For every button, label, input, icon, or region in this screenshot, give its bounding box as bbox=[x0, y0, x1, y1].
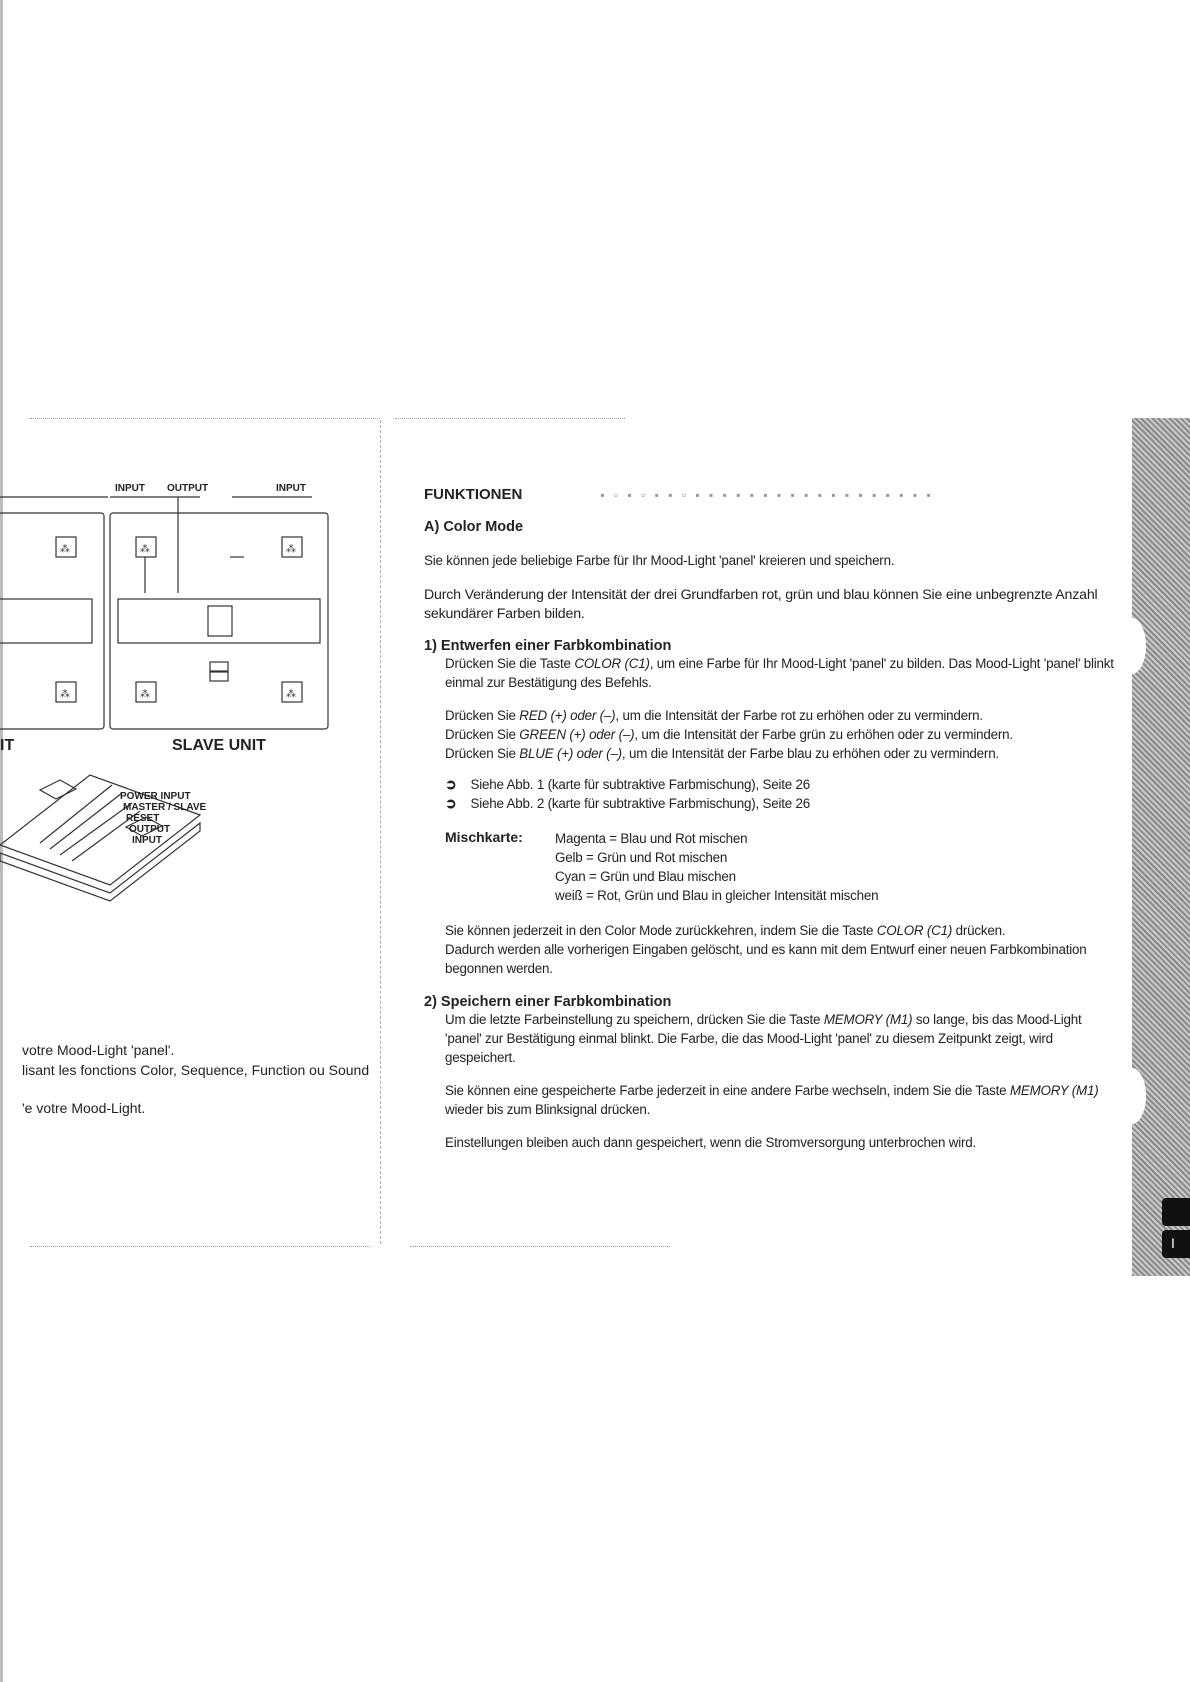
return-b: drücken. bbox=[952, 923, 1006, 938]
fragment-1: votre Mood-Light 'panel'. bbox=[22, 1042, 175, 1058]
svg-text:⁂: ⁂ bbox=[140, 544, 150, 555]
arrow-right-icon: ➲ bbox=[445, 795, 457, 811]
key-red: RED (+) oder (–) bbox=[519, 708, 616, 723]
input-label-right: INPUT bbox=[276, 483, 306, 494]
step1-title: 1) Entwerfen einer Farbkombination bbox=[424, 638, 672, 654]
connector-reset: RESET bbox=[126, 813, 160, 824]
mix-white: weiß = Rot, Grün und Blau in gleicher Intensität mischen bbox=[555, 888, 879, 903]
green-a: Drücken Sie bbox=[445, 727, 520, 742]
tab-marker-label bbox=[1162, 1230, 1190, 1258]
connector-power-input: POWER INPUT bbox=[120, 791, 191, 802]
bottom-rule-left bbox=[30, 1246, 370, 1247]
tab-notch bbox=[1118, 618, 1146, 674]
mix-yellow: Gelb = Grün und Rot mischen bbox=[555, 850, 728, 865]
bottom-rule-right bbox=[410, 1246, 670, 1247]
side-tab bbox=[1132, 418, 1190, 1276]
connector-master-slave: MASTER / SLAVE bbox=[123, 802, 207, 813]
return-line-2: Dadurch werden alle vorherigen Eingaben gelöscht, und es kann mit dem Entwurf einer neuen Farbkombination begonnen werden. bbox=[445, 942, 1087, 976]
key-color-c1-return: COLOR (C1) bbox=[876, 923, 953, 938]
key-green: GREEN (+) oder (–) bbox=[519, 727, 635, 742]
step2-paragraph-2 bbox=[445, 1081, 1114, 1119]
red-line bbox=[445, 706, 1114, 725]
svg-text:⁂: ⁂ bbox=[60, 544, 70, 555]
blue-line bbox=[445, 744, 1114, 763]
output-label: OUTPUT bbox=[167, 483, 209, 494]
step2-paragraph-3: Einstellungen bleiben auch dann gespeichert, wenn die Stromversorgung unterbrochen wird. bbox=[445, 1135, 977, 1150]
reference-1 bbox=[445, 775, 1114, 794]
key-color-c1: COLOR (C1) bbox=[574, 656, 650, 671]
key-blue: BLUE (+) oder (–) bbox=[519, 746, 622, 761]
step2-title: 2) Speichern einer Farbkombination bbox=[424, 994, 672, 1010]
reference-2 bbox=[445, 794, 1114, 813]
panel-drawing bbox=[0, 475, 380, 915]
step2-p2-a: Sie können eine gespeicherte Farbe jederzeit in eine andere Farbe wechseln, indem Sie die Taste bbox=[445, 1083, 1010, 1098]
step1-p1-a: Drücken Sie die Taste bbox=[445, 656, 575, 671]
green-line bbox=[445, 725, 1114, 744]
step1-p1-b: , um eine Farbe für Ihr Mood-Light 'panel' zu bilden. Das Mood-Light 'panel' blinkt einmal zur Bestätigung des Befehls. bbox=[445, 656, 1114, 690]
section-title: FUNKTIONEN bbox=[424, 486, 523, 503]
step2-p1-a: Um die letzte Farbeinstellung zu speichern, drücken Sie die Taste bbox=[445, 1012, 824, 1027]
center-fold bbox=[380, 420, 381, 1244]
step1-paragraph bbox=[445, 654, 1114, 692]
tab-marker bbox=[1162, 1198, 1190, 1226]
return-line bbox=[445, 921, 1114, 940]
unit-diagram bbox=[0, 475, 380, 915]
step2-p1-b: so lange, bis das Mood-Light 'panel' zur Bestätigung einmal blinkt. Die Farbe, die das Mood-Light 'panel' zu diesem Zeitpunkt zeigt, wird gespeichert. bbox=[445, 1012, 1082, 1065]
master-unit-title: IT bbox=[0, 737, 15, 754]
step2-paragraph-1 bbox=[445, 1010, 1114, 1067]
mix-cyan: Cyan = Grün und Blau mischen bbox=[555, 869, 736, 884]
mix-magenta: Magenta = Blau und Rot mischen bbox=[555, 831, 748, 846]
fragment-3: 'e votre Mood-Light. bbox=[22, 1100, 146, 1116]
svg-text:⁂: ⁂ bbox=[140, 689, 150, 700]
mix-label: Mischkarte: bbox=[445, 829, 523, 845]
blue-b: , um die Intensität der Farbe blau zu erhöhen oder zu vermindern. bbox=[621, 746, 999, 761]
connector-labels bbox=[120, 791, 206, 846]
blue-a: Drücken Sie bbox=[445, 746, 520, 761]
ref2-text: Siehe Abb. 2 (karte für subtraktive Farbmischung), Seite 26 bbox=[470, 796, 811, 811]
top-rule-left bbox=[30, 418, 380, 419]
fragment-2: lisant les fonctions Color, Sequence, Function ou Sound bbox=[22, 1062, 370, 1078]
mix-table bbox=[445, 829, 1114, 905]
connector-input: INPUT bbox=[132, 835, 162, 846]
tab-label: I bbox=[1171, 1235, 1175, 1251]
connector-output: OUTPUT bbox=[129, 824, 171, 835]
green-b: , um die Intensität der Farbe grün zu erhöhen oder zu vermindern. bbox=[634, 727, 1013, 742]
ref1-text: Siehe Abb. 1 (karte für subtraktive Farbmischung), Seite 26 bbox=[470, 777, 811, 792]
red-a: Drücken Sie bbox=[445, 708, 520, 723]
intro-1: Sie können jede beliebige Farbe für Ihr Mood-Light 'panel' kreieren und speichern. bbox=[424, 553, 895, 568]
key-memory-m1-again: MEMORY (M1) bbox=[1009, 1083, 1099, 1098]
step2-p2-b: wieder bis zum Blinksignal drücken. bbox=[445, 1102, 651, 1117]
document-body bbox=[424, 486, 1114, 1152]
return-a: Sie können jederzeit in den Color Mode zurückkehren, indem Sie die Taste bbox=[445, 923, 877, 938]
slave-unit-title: SLAVE UNIT bbox=[172, 737, 266, 754]
decorative-pattern: ▪︎ ▫︎ ▪︎ ▫︎ ▪︎ ▪︎ ▫︎ ▪︎ ▪︎ ▪︎ ▪︎ ▪︎ ▪︎ ▪︎ ▪︎ ▪︎ ▪︎ ▪︎ ▪︎ ▪︎ ▪︎ ▪︎ ▪︎ ▪︎ ▪︎ bbox=[600, 487, 934, 502]
top-rule-right bbox=[395, 418, 625, 419]
tab-notch bbox=[1118, 1068, 1146, 1124]
key-memory-m1: MEMORY (M1) bbox=[823, 1012, 913, 1027]
subsection-title: A) Color Mode bbox=[424, 519, 524, 535]
svg-text:⁂: ⁂ bbox=[286, 689, 296, 700]
arrow-right-icon: ➲ bbox=[445, 776, 457, 792]
input-label-left: INPUT bbox=[115, 483, 145, 494]
svg-text:⁂: ⁂ bbox=[60, 689, 70, 700]
section-header bbox=[424, 486, 1114, 503]
svg-text:⁂: ⁂ bbox=[286, 544, 296, 555]
red-b: , um die Intensität der Farbe rot zu erhöhen oder zu vermindern. bbox=[615, 708, 983, 723]
intro-2: Durch Veränderung der Intensität der drei Grundfarben rot, grün und blau können Sie eine unbegrenzte Anzahl sekundärer Farben bilden. bbox=[424, 587, 1098, 622]
